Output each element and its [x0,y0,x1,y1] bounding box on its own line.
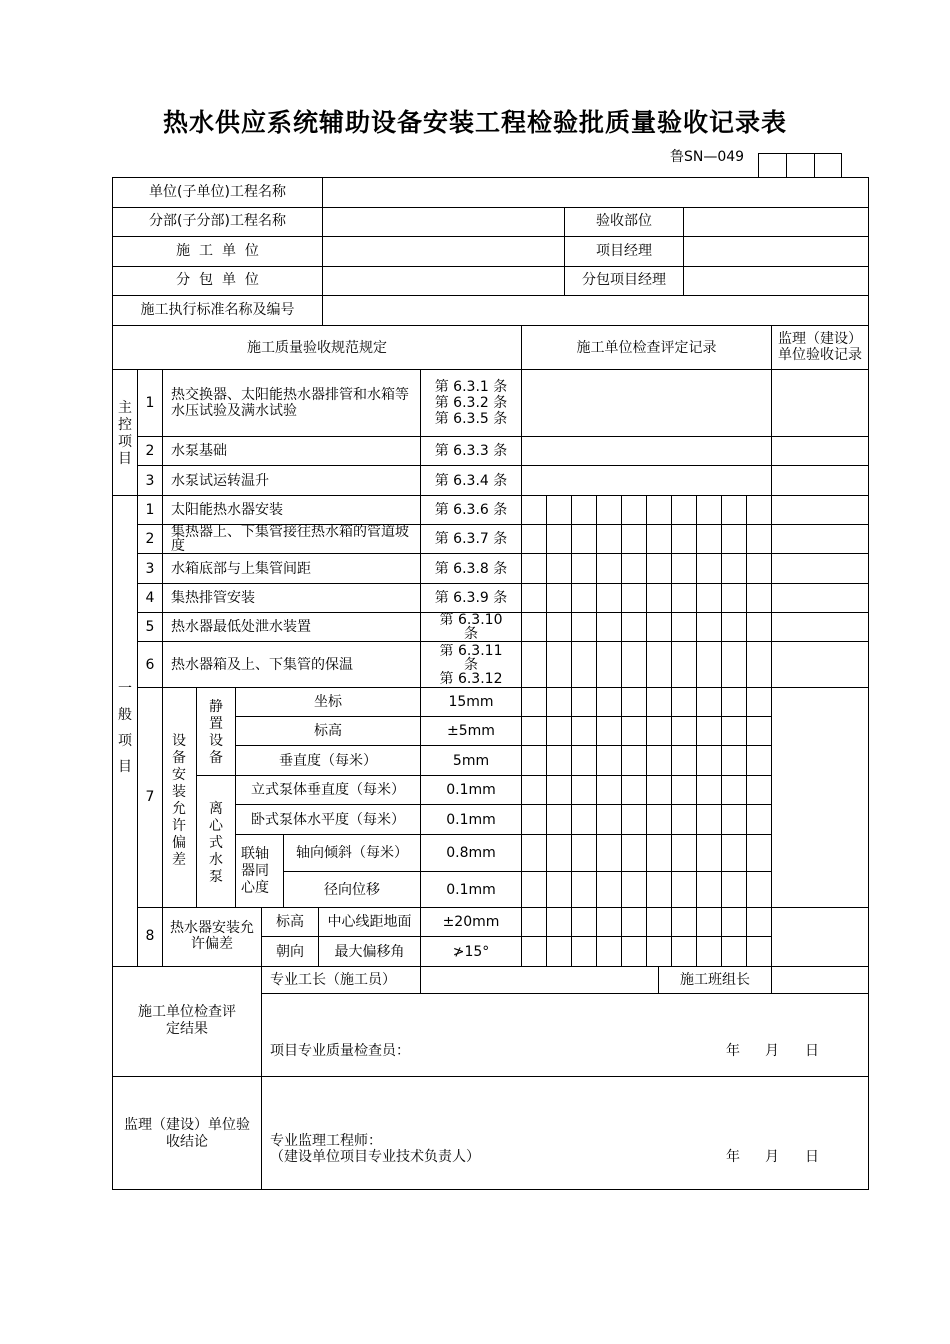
item8-number: 8 [145,928,155,944]
item7-coupling-label: 联轴器同心度 [241,846,269,896]
item7-static-label: 静置设备 [209,699,223,766]
item7-row-name: 垂直度（每米） [279,752,377,769]
general-group-label: 一般项目 [118,681,132,775]
inspector-label: 项目专业质量检查员： [270,1043,410,1059]
date-month-2: 月 [765,1149,779,1165]
general-item-text: 集热排管安装 [171,590,255,606]
main-group-label: 主控项目 [118,400,132,467]
item7-row-name: 卧式泵体水平度（每米） [251,811,405,828]
item7-row-value: 0.1mm [446,881,496,898]
general-item-number: 5 [145,619,155,635]
general-item-reference: 第 6.3.9 条 [434,590,508,606]
item7-row-name: 立式泵体垂直度（每米） [251,782,405,798]
general-item-text: 水箱底部与上集管间距 [171,560,311,577]
main-item-text: 水泵基础 [171,443,227,459]
supervise-result-label: 监理（建设）单位验收结论 [124,1117,250,1150]
item7-row-name: 坐标 [314,694,342,710]
main-item-number: 3 [145,472,155,489]
item7-row-value: ±5mm [447,723,495,739]
check-result-label: 施工单位检查评定结果 [138,1004,236,1037]
item8-row-name: 最大偏移角 [334,943,405,960]
item8-row-category: 朝向 [276,943,304,960]
date-year-1: 年 [726,1043,740,1059]
item8-row-value: ±20mm [442,914,500,930]
main-item-reference: 第 6.3.3 条 [434,443,508,459]
item7-pump-label: 离心式水泵 [209,801,223,885]
date-month-1: 月 [765,1043,779,1059]
general-item-number: 4 [145,590,155,606]
item8-row-category: 标高 [276,914,304,930]
general-item-number: 1 [145,502,155,518]
general-item-number: 3 [145,560,155,577]
main-item-reference: 第 6.3.4 条 [434,472,508,489]
general-item-text: 热水器最低处泄水装置 [171,619,311,635]
owner-rep-label: （建设单位项目专业技术负责人） [270,1149,480,1165]
general-item-reference: 第 6.3.6 条 [434,502,508,518]
main-item-reference: 第 6.3.1 条 第 6.3.2 条 第 6.3.5 条 [434,379,508,427]
item7-row-value: 0.1mm [446,811,496,828]
item7-label: 设备安装允许偏差 [172,733,186,868]
main-item-number: 2 [145,443,155,459]
general-item-text: 热水器箱及上、下集管的保温 [171,656,353,673]
general-item-reference: 第 6.3.7 条 [434,531,508,547]
item7-row-name: 径向位移 [324,881,380,898]
general-item-number: 6 [145,656,155,673]
main-item-number: 1 [145,395,155,411]
date-day-1: 日 [805,1043,819,1059]
item7-row-value: 0.1mm [446,782,496,798]
item7-row-value: 0.8mm [446,845,496,861]
item8-row-value: ≯15° [452,943,490,960]
sub-manager-label: 分包项目经理 [582,272,666,288]
acceptance-part-label: 验收部位 [596,213,652,229]
engineer-label: 专业监理工程师： [270,1133,382,1149]
unit-project-label: 单位(子单位)工程名称 [149,184,286,200]
item7-number: 7 [145,789,155,805]
sub-project-label: 分部(子分部)工程名称 [149,213,286,229]
general-item-reference: 第 6.3.8 条 [434,560,508,577]
standard-label: 施工执行标准名称及编号 [140,302,295,318]
spec-column-header: 施工质量验收规范规定 [247,340,387,356]
main-item-text: 热交换器、太阳能热水器排管和水箱等水压试验及满水试验 [171,387,409,419]
item7-row-name: 轴向倾斜（每米） [296,845,408,861]
main-item-text: 水泵试运转温升 [171,472,269,489]
general-item-text: 太阳能热水器安装 [171,502,283,518]
team-leader-label: 施工班组长 [680,972,750,988]
general-item-reference: 第 6.3.11 条 第 6.3.12 [439,643,503,687]
constructor-label: 施 工 单 位 [176,243,259,259]
supervise-column-header: 监理（建设）单位验收记录 [778,331,862,363]
item8-row-name: 中心线距地面 [327,914,412,930]
item8-label: 热水器安装允许偏差 [170,920,254,952]
item7-row-value: 15mm [448,694,494,710]
form-code: 鲁SN—049 [670,149,745,165]
date-day-2: 日 [805,1149,819,1165]
item7-row-name: 标高 [314,723,342,739]
general-item-text: 集热器上、下集管接往热水箱的管道坡 度 [171,525,409,552]
general-item-reference: 第 6.3.10 条 [439,613,503,640]
project-manager-label: 项目经理 [596,243,652,259]
general-item-number: 2 [145,531,155,547]
date-year-2: 年 [726,1149,740,1165]
form-title: 热水供应系统辅助设备安装工程检验批质量验收记录表 [162,108,787,137]
check-column-header: 施工单位检查评定记录 [576,340,717,356]
foreman-label: 专业工长（施工员） [270,972,396,988]
subcontractor-label: 分 包 单 位 [176,272,259,288]
item7-row-value: 5mm [452,752,490,769]
